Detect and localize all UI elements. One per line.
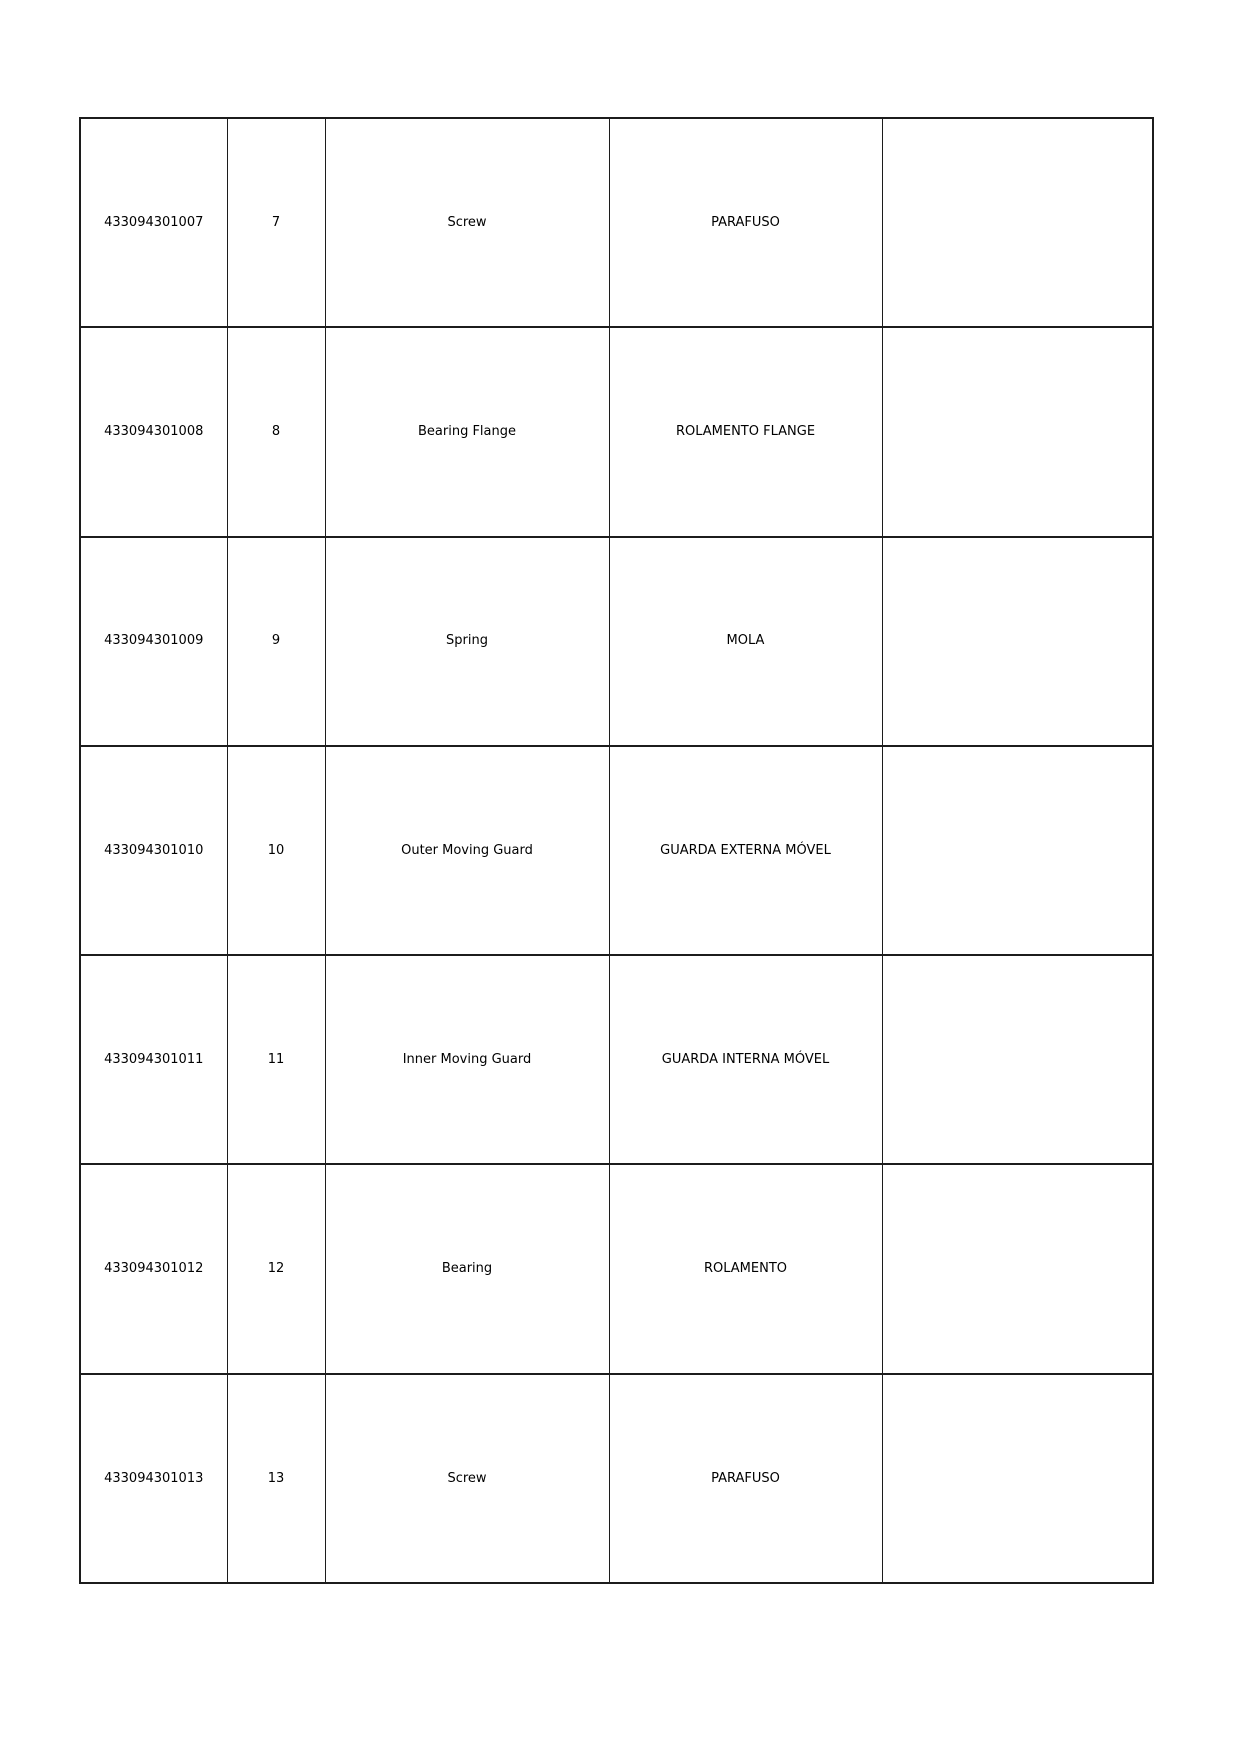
description-en-cell: Spring	[325, 537, 609, 746]
part-number-cell: 433094301007	[80, 118, 227, 327]
part-number-cell: 433094301011	[80, 955, 227, 1164]
description-pt-cell: GUARDA EXTERNA MÓVEL	[609, 746, 882, 955]
item-index-cell: 11	[227, 955, 325, 1164]
item-index-cell: 9	[227, 537, 325, 746]
description-en-cell: Screw	[325, 1374, 609, 1583]
illustration-cell	[882, 746, 1153, 955]
description-pt-cell: GUARDA INTERNA MÓVEL	[609, 955, 882, 1164]
table-row	[80, 1164, 1153, 1373]
description-en-cell: Bearing Flange	[325, 327, 609, 536]
table-row	[80, 955, 1153, 1164]
parts-table	[79, 117, 1154, 1584]
illustration-cell	[882, 118, 1153, 327]
description-en-cell: Outer Moving Guard	[325, 746, 609, 955]
description-pt-cell: PARAFUSO	[609, 1374, 882, 1583]
part-number-cell: 433094301012	[80, 1164, 227, 1373]
item-index-cell: 10	[227, 746, 325, 955]
table-row	[80, 327, 1153, 536]
description-pt-cell: ROLAMENTO FLANGE	[609, 327, 882, 536]
illustration-cell	[882, 537, 1153, 746]
illustration-cell	[882, 1164, 1153, 1373]
item-index-cell: 13	[227, 1374, 325, 1583]
description-pt-cell: PARAFUSO	[609, 118, 882, 327]
table-row	[80, 118, 1153, 327]
description-en-cell: Screw	[325, 118, 609, 327]
illustration-cell	[882, 1374, 1153, 1583]
table-row	[80, 746, 1153, 955]
part-number-cell: 433094301010	[80, 746, 227, 955]
table-row	[80, 1374, 1153, 1583]
item-index-cell: 7	[227, 118, 325, 327]
illustration-cell	[882, 955, 1153, 1164]
part-number-cell: 433094301009	[80, 537, 227, 746]
item-index-cell: 12	[227, 1164, 325, 1373]
description-pt-cell: ROLAMENTO	[609, 1164, 882, 1373]
item-index-cell: 8	[227, 327, 325, 536]
table-row	[80, 537, 1153, 746]
description-en-cell: Bearing	[325, 1164, 609, 1373]
description-en-cell: Inner Moving Guard	[325, 955, 609, 1164]
part-number-cell: 433094301008	[80, 327, 227, 536]
illustration-cell	[882, 327, 1153, 536]
description-pt-cell: MOLA	[609, 537, 882, 746]
part-number-cell: 433094301013	[80, 1374, 227, 1583]
